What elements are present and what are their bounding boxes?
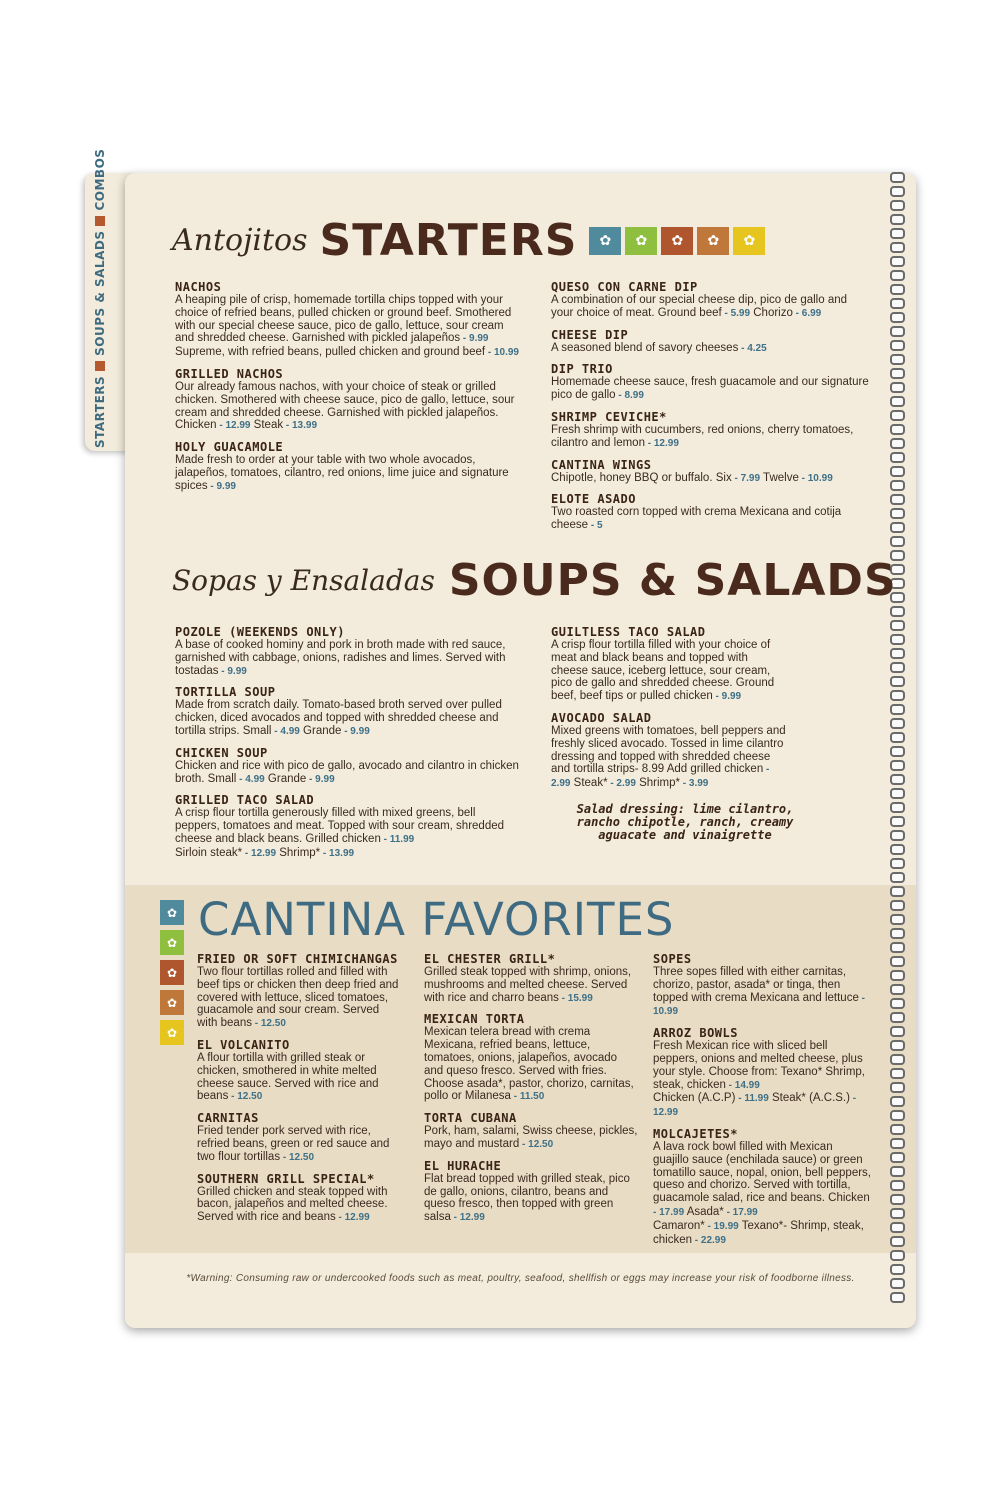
menu-item-price: - 5 xyxy=(588,520,603,532)
binding-ring xyxy=(890,662,905,673)
menu-item-text: Our already famous nachos, with your choice of steak or grilled chicken. Smothered with cheese sauce, pico de gallo, lettuce, sour cream and shredded cheese. Garnished with pickled jalapeños. Chicken xyxy=(175,380,515,432)
menu-item-price: - 11.99 xyxy=(380,833,415,845)
binding-ring xyxy=(890,242,905,253)
menu-item-description xyxy=(197,966,402,1031)
menu-item-text: Two flour tortillas rolled and filled with beef tips or chicken then deep fried and covered with lettuce, sliced tomatoes, guacamole and sour cream. Served with beans xyxy=(197,966,399,1030)
menu-item-description xyxy=(551,376,871,403)
flower-icon: ✿ xyxy=(160,1020,184,1045)
menu-item xyxy=(424,952,639,1005)
menu-item xyxy=(175,685,520,738)
menu-item-description xyxy=(175,454,520,493)
binding-ring xyxy=(890,438,905,449)
menu-item xyxy=(197,1038,402,1104)
menu-item-text: Three sopes filled with either carnitas, chorizo, pastor, asada* or tinga, then topped with crema Mexicana and lettuce xyxy=(653,966,859,1004)
binding-ring xyxy=(890,1124,905,1135)
menu-item-text: Chorizo xyxy=(750,306,793,319)
menu-item-name: DIP TRIO xyxy=(551,362,613,377)
tab-labels xyxy=(88,149,112,448)
binding-ring xyxy=(890,396,905,407)
binding-ring xyxy=(890,256,905,267)
binding-ring xyxy=(890,648,905,659)
menu-item-name: GRILLED NACHOS xyxy=(175,366,284,381)
food-warning: *Warning: Consuming raw or undercooked foods such as meat, poultry, seafood, shellfish or eggs may increase your risk of foodborne illness. xyxy=(186,1273,855,1284)
menu-item-text: Fresh shrimp with cucumbers, red onions, cherry tomatoes, cilantro and lemon xyxy=(551,423,854,449)
binding-ring xyxy=(890,1026,905,1037)
menu-item-price: - 15.99 xyxy=(558,992,593,1004)
binding-ring xyxy=(890,354,905,365)
binding-ring xyxy=(890,858,905,869)
binding-ring xyxy=(890,1166,905,1177)
binding-ring xyxy=(890,522,905,533)
menu-item-text: Homemade cheese sauce, fresh guacamole and our signature pico de gallo xyxy=(551,376,869,402)
binding-ring xyxy=(890,172,905,183)
menu-item-price: - 17.99 xyxy=(723,1206,758,1218)
menu-item-text: Fresh Mexican rice with sliced bell peppers, onions and melted cheese, plus your style. Choose from: Texano* Shrimp, steak, chicken xyxy=(653,1040,865,1091)
menu-item-description xyxy=(197,1186,402,1225)
binding-ring xyxy=(890,1068,905,1079)
flower-icon: ✿ xyxy=(160,990,184,1015)
menu-item-text: Two roasted corn topped with crema Mexicana and cotija cheese xyxy=(551,506,842,532)
tab-combos[interactable]: COMBOS xyxy=(93,148,107,211)
menu-item xyxy=(197,952,402,1031)
starters-left-column xyxy=(175,280,520,501)
binding-ring xyxy=(890,1292,905,1303)
starters-right-column xyxy=(551,280,871,540)
menu-item-text: Texano*- Shrimp, steak, chicken xyxy=(653,1219,864,1246)
menu-item-description xyxy=(551,725,786,791)
menu-item xyxy=(175,280,520,360)
binding-ring xyxy=(890,690,905,701)
flower-icon: ✿ xyxy=(697,227,729,255)
tab-label-strip xyxy=(88,148,118,448)
menu-item-description xyxy=(551,342,871,356)
menu-item-name: SHRIMP CEVICHE* xyxy=(551,409,667,424)
menu-item-text: Camaron* xyxy=(653,1219,705,1232)
menu-item xyxy=(551,328,871,356)
cantina-column-1 xyxy=(197,952,402,1232)
menu-item xyxy=(653,1127,871,1247)
menu-item-description xyxy=(424,966,639,1005)
salad-dressing-note: Salad dressing: lime cilantro, rancho chipotle, ranch, creamy aguacate and vinaigrette xyxy=(576,802,794,842)
menu-item xyxy=(424,1111,639,1152)
binding-ring xyxy=(890,816,905,827)
menu-item-price: - 9.99 xyxy=(341,725,370,737)
binding-ring xyxy=(890,928,905,939)
menu-item-text: A flour tortilla with grilled steak or chicken, smothered in white melted cheese sauce. Served with rice and beans xyxy=(197,1051,379,1103)
menu-item-price: - 4.99 xyxy=(236,773,265,785)
soups-script-title: Sopas y Ensaladas xyxy=(172,564,435,597)
binding-ring xyxy=(890,872,905,883)
starters-script-title: Antojitos xyxy=(172,223,308,258)
menu-item-text: Chipotle, honey BBQ or buffalo. Six xyxy=(551,471,732,484)
binding-ring xyxy=(890,382,905,393)
binding-ring xyxy=(890,970,905,981)
menu-item-name: TORTILLA SOUP xyxy=(175,685,276,700)
menu-item-name: MEXICAN TORTA xyxy=(424,1012,525,1027)
menu-item-price: - 11.50 xyxy=(510,1091,545,1103)
menu-item-description xyxy=(551,424,871,451)
binding-ring xyxy=(890,214,905,225)
menu-item-name: AVOCADO SALAD xyxy=(551,710,652,725)
menu-item-price: - 9.99 xyxy=(306,773,335,785)
menu-item-price: - 12.50 xyxy=(228,1091,263,1103)
binding-ring xyxy=(890,844,905,855)
menu-item-price: - 12.99 xyxy=(216,420,251,432)
menu-item-text: Mixed greens with tomatoes, bell peppers and freshly sliced avocado. Tossed in lime cilantro dressing and topped with shredded cheese and tortilla strips- 8.99 Add grilled chicken xyxy=(551,724,786,776)
menu-item-price: - 9.99 xyxy=(460,333,489,345)
menu-item-text: Twelve xyxy=(760,471,799,484)
menu-item-text: Asada* xyxy=(684,1205,724,1218)
menu-item xyxy=(551,362,871,403)
menu-item-text: Supreme, with refried beans, pulled chicken and ground beef xyxy=(175,346,486,359)
menu-item-description xyxy=(653,966,871,1019)
binding-ring xyxy=(890,494,905,505)
menu-item-text: A crisp flour tortilla filled with your choice of meat and black beans and topped with cheese sauce, iceberg lettuce, sour cream, pico de gallo and shredded cheese. Ground beef, beef tips or pulled chicken xyxy=(551,639,775,703)
binding-ring xyxy=(890,704,905,715)
menu-item-text: Steak xyxy=(250,419,284,432)
menu-item xyxy=(175,367,520,433)
menu-item-text: Chicken and rice with pico de gallo, avocado and cilantro in chicken broth. Small xyxy=(175,759,519,785)
binding-ring xyxy=(890,634,905,645)
binding-ring xyxy=(890,1194,905,1205)
binding-ring xyxy=(890,452,905,463)
soups-heading xyxy=(172,555,897,606)
binding-ring xyxy=(890,1180,905,1191)
menu-item-name: SOUTHERN GRILL SPECIAL* xyxy=(197,1171,375,1186)
menu-item-price: - 12.99 xyxy=(653,1093,857,1119)
menu-item xyxy=(551,492,871,533)
tab-soups-salads[interactable]: SOUPS & SALADS xyxy=(93,230,107,356)
menu-item-name: SOPES xyxy=(653,952,692,966)
menu-item-description xyxy=(175,294,520,360)
flower-icon: ✿ xyxy=(625,227,657,255)
menu-item-description xyxy=(175,760,520,787)
menu-item-description xyxy=(551,472,871,486)
binding-ring xyxy=(890,788,905,799)
binding-ring xyxy=(890,1110,905,1121)
menu-item-text: A lava rock bowl filled with Mexican guajillo sauce (enchilada sauce) or green tomatillo sauce, nopal, onion, bell peppers, queso and chorizo. Served with tortilla, guacamole salad, rice and beans. Chicken xyxy=(653,1140,872,1205)
menu-item-price: - 7.99 xyxy=(731,472,761,484)
binding-ring xyxy=(890,676,905,687)
menu-item-price: - 9.99 xyxy=(207,480,236,492)
menu-item-price: - 10.99 xyxy=(798,472,833,484)
binding-ring xyxy=(890,1250,905,1261)
binding-ring xyxy=(890,914,905,925)
menu-item-description xyxy=(551,294,871,321)
binding-ring xyxy=(890,1236,905,1247)
binding-ring xyxy=(890,312,905,323)
menu-item-name: EL HURACHE xyxy=(424,1158,502,1173)
menu-item-name: CHEESE DIP xyxy=(551,327,629,342)
menu-item xyxy=(653,952,871,1019)
menu-item-name: ELOTE ASADO xyxy=(551,492,636,507)
binding-ring xyxy=(890,326,905,337)
menu-item-description xyxy=(653,1141,871,1247)
flower-icon: ✿ xyxy=(160,900,184,925)
binding-ring xyxy=(890,802,905,813)
menu-item-name: HOLY GUACAMOLE xyxy=(175,440,284,455)
menu-item-text: Grande xyxy=(299,724,342,737)
binding-ring xyxy=(890,732,905,743)
cantina-column-2 xyxy=(424,952,639,1232)
binding-ring xyxy=(890,760,905,771)
menu-item-name: NACHOS xyxy=(175,280,222,294)
menu-item-name: QUESO CON CARNE DIP xyxy=(551,280,698,294)
menu-item-price: - 14.99 xyxy=(725,1079,760,1091)
binding-ring xyxy=(890,774,905,785)
menu-item-description xyxy=(551,639,786,704)
menu-item xyxy=(175,440,520,493)
binding-ring xyxy=(890,424,905,435)
menu-item-name: EL VOLCANITO xyxy=(197,1037,290,1052)
menu-item-description xyxy=(424,1125,639,1152)
menu-item-text: Flat bread topped with grilled steak, pico de gallo, onions, cilantro, beans and queso fresco, then topped with green salsa xyxy=(424,1172,630,1224)
binding-ring xyxy=(890,1040,905,1051)
menu-item-text: Made fresh to order at your table with two whole avocados, jalapeños, tomatoes, cilantro, red onions, lime juice and signature spices xyxy=(175,454,509,492)
menu-item-price: - 19.99 xyxy=(704,1220,739,1232)
starters-heading xyxy=(172,215,765,266)
binding-ring xyxy=(890,1012,905,1023)
menu-item-name: GUILTLESS TACO SALAD xyxy=(551,625,706,639)
tab-starters[interactable]: STARTERS xyxy=(93,375,107,448)
binding-ring xyxy=(890,228,905,239)
menu-item-price: - 8.99 xyxy=(615,390,644,402)
binding-ring xyxy=(890,1152,905,1163)
flower-icon: ✿ xyxy=(589,227,621,255)
binding-ring xyxy=(890,340,905,351)
menu-item xyxy=(551,280,871,321)
flower-icon: ✿ xyxy=(160,930,184,955)
menu-item xyxy=(653,1026,871,1120)
cantina-column-3 xyxy=(653,952,871,1254)
binding-ring xyxy=(890,186,905,197)
binding-ring xyxy=(890,1082,905,1093)
menu-item-name: CHICKEN SOUP xyxy=(175,745,268,760)
menu-item-price: - 10.99 xyxy=(485,347,519,359)
menu-item-price: - 4.25 xyxy=(738,342,767,354)
menu-item-price: - 12.99 xyxy=(335,1212,370,1224)
menu-item-description xyxy=(175,639,520,678)
binding-ring xyxy=(890,886,905,897)
binding-ring xyxy=(890,298,905,309)
menu-item xyxy=(551,625,786,704)
binding-ring xyxy=(890,1138,905,1149)
menu-item-name: POZOLE (WEEKENDS ONLY) xyxy=(175,625,345,639)
menu-item-name: GRILLED TACO SALAD xyxy=(175,793,315,808)
flower-icon: ✿ xyxy=(661,227,693,255)
menu-item xyxy=(175,793,520,860)
binding-ring xyxy=(890,270,905,281)
menu-item-price: - 12.99 xyxy=(450,1212,485,1224)
menu-item-price: - 12.50 xyxy=(519,1138,554,1150)
menu-item-price: - 2.99 xyxy=(607,778,636,790)
menu-item xyxy=(175,625,520,678)
menu-item-description xyxy=(197,1125,402,1164)
menu-item-name: MOLCAJETES* xyxy=(653,1126,738,1141)
binding-ring xyxy=(890,508,905,519)
menu-item-description xyxy=(424,1026,639,1104)
binding-ring xyxy=(890,718,905,729)
menu-item-price: - 13.99 xyxy=(283,420,318,432)
binding-ring xyxy=(890,1208,905,1219)
menu-item-text: Pork, ham, salami, Swiss cheese, pickles, mayo and mustard xyxy=(424,1125,638,1150)
binding-ring xyxy=(890,284,905,295)
menu-item-text: Grilled steak topped with shrimp, onions, mushrooms and melted cheese. Served with rice and charro beans xyxy=(424,966,632,1004)
menu-item-price: - 2.99 xyxy=(551,764,770,790)
binding-ring xyxy=(890,1054,905,1065)
menu-item-price: - 3.99 xyxy=(680,778,709,790)
menu-item xyxy=(424,1159,639,1225)
binding-ring xyxy=(890,536,905,547)
binding-ring xyxy=(890,620,905,631)
menu-item-text: Chicken (A.C.P) xyxy=(653,1092,736,1105)
menu-item-price: - 9.99 xyxy=(712,691,742,703)
flower-icon: ✿ xyxy=(160,960,184,985)
menu-item-text: Sirloin steak* xyxy=(175,846,243,859)
soups-right-column xyxy=(551,625,786,798)
menu-item xyxy=(551,410,871,451)
menu-item-text: Grilled chicken and steak topped with bacon, jalapeños and melted cheese. Served with rice and beans xyxy=(197,1185,388,1224)
menu-item xyxy=(175,746,520,787)
binding-ring xyxy=(890,900,905,911)
binding-ring xyxy=(890,984,905,995)
binding-ring xyxy=(890,606,905,617)
menu-item-name: FRIED OR SOFT CHIMICHANGAS xyxy=(197,952,398,966)
menu-item-price: - 17.99 xyxy=(653,1206,685,1218)
menu-item-text: Grande xyxy=(264,772,307,785)
menu-item-price: - 13.99 xyxy=(320,847,355,859)
binding-ring xyxy=(890,466,905,477)
starters-title: STARTERS xyxy=(319,215,578,266)
menu-item-price: - 12.99 xyxy=(242,847,277,859)
binding-ring xyxy=(890,746,905,757)
menu-item-price: - 9.99 xyxy=(218,665,247,677)
menu-item-text: Steak* (A.C.S.) xyxy=(768,1092,850,1105)
menu-item-text: A crisp flour tortilla generously filled with mixed greens, bell peppers, tomatoes and meat. Topped with sour cream, shredded cheese and black beans. Grilled chicken xyxy=(175,807,505,845)
menu-item xyxy=(551,458,871,486)
cantina-title: CANTINA FAVORITES xyxy=(198,893,675,946)
menu-item-text: A base of cooked hominy and pork in broth made with red sauce, garnished with cabbage, onions, radishes and limes. Served with tostadas xyxy=(175,639,506,677)
menu-item xyxy=(197,1111,402,1164)
menu-item-description xyxy=(175,807,520,860)
menu-item-price: - 10.99 xyxy=(653,992,865,1018)
spiral-binding xyxy=(890,172,910,1312)
soups-title: SOUPS & SALADS xyxy=(448,555,897,606)
tab-separator-icon xyxy=(95,361,105,371)
binding-ring xyxy=(890,998,905,1009)
binding-ring xyxy=(890,942,905,953)
binding-ring xyxy=(890,368,905,379)
menu-item xyxy=(551,711,786,791)
menu-item-description xyxy=(551,506,871,533)
cantina-flags xyxy=(160,900,190,1050)
menu-item-price: - 12.50 xyxy=(280,1151,315,1163)
menu-item-name: CARNITAS xyxy=(197,1111,259,1126)
menu-item-name: ARROZ BOWLS xyxy=(653,1026,738,1041)
menu-item-price: - 12.50 xyxy=(251,1018,286,1030)
menu-item-price: - 22.99 xyxy=(692,1234,726,1246)
papel-picado-flags xyxy=(589,227,765,255)
soups-left-column xyxy=(175,625,520,868)
menu-item-name: EL CHESTER GRILL* xyxy=(424,952,556,966)
binding-ring xyxy=(890,830,905,841)
menu-item-text: Fried tender pork served with rice, refried beans, green or red sauce and two flour tortillas xyxy=(197,1125,390,1163)
binding-ring xyxy=(890,1096,905,1107)
flower-icon: ✿ xyxy=(733,227,765,255)
menu-item-price: - 12.99 xyxy=(644,437,679,449)
menu-item xyxy=(197,1172,402,1225)
menu-item-name: TORTA CUBANA xyxy=(424,1111,517,1126)
menu-item-name: CANTINA WINGS xyxy=(551,457,652,472)
menu-item-text: A heaping pile of crisp, homemade tortilla chips topped with your choice of refried beans, pulled chicken or ground beef. Smothered with our special cheese sauce, pico de gallo, lettuce, sour cream and shredded cheese. Garnished with pickled jalapeños xyxy=(175,294,512,345)
menu-item-text: A seasoned blend of savory cheeses xyxy=(551,341,739,354)
menu-item-text: Mexican telera bread with crema Mexicana, refried beans, lettuce, tomatoes, onions, jalapeños, avocado and queso fresco. Served with fries. Choose asada*, pastor, chorizo, carnitas, pollo or Milanesa xyxy=(424,1026,634,1103)
menu-item-text: Shrimp* xyxy=(276,846,321,859)
menu-item xyxy=(424,1012,639,1104)
menu-item-text: A combination of our special cheese dip, pico de gallo and your choice of meat. Ground beef xyxy=(551,294,848,319)
menu-item-description xyxy=(197,1052,402,1104)
menu-item-description xyxy=(175,381,520,433)
menu-item-text: Steak* xyxy=(570,777,608,790)
menu-item-description xyxy=(424,1173,639,1225)
menu-item-text: Made from scratch daily. Tomato-based broth served over pulled chicken, diced avocados and topped with shredded cheese and tortilla strips. Small xyxy=(175,699,502,737)
binding-ring xyxy=(890,956,905,967)
binding-ring xyxy=(890,1222,905,1233)
menu-item-text: Shrimp* xyxy=(635,777,681,790)
tab-separator-icon xyxy=(95,216,105,226)
menu-item-price: - 4.99 xyxy=(271,725,300,737)
menu-item-price: - 11.99 xyxy=(735,1093,769,1105)
menu-item-description xyxy=(175,699,520,738)
menu-item-price: - 6.99 xyxy=(792,307,822,319)
menu-item-price: - 5.99 xyxy=(721,307,751,319)
binding-ring xyxy=(890,480,905,491)
menu-item-description xyxy=(653,1040,871,1120)
binding-ring xyxy=(890,200,905,211)
binding-ring xyxy=(890,410,905,421)
